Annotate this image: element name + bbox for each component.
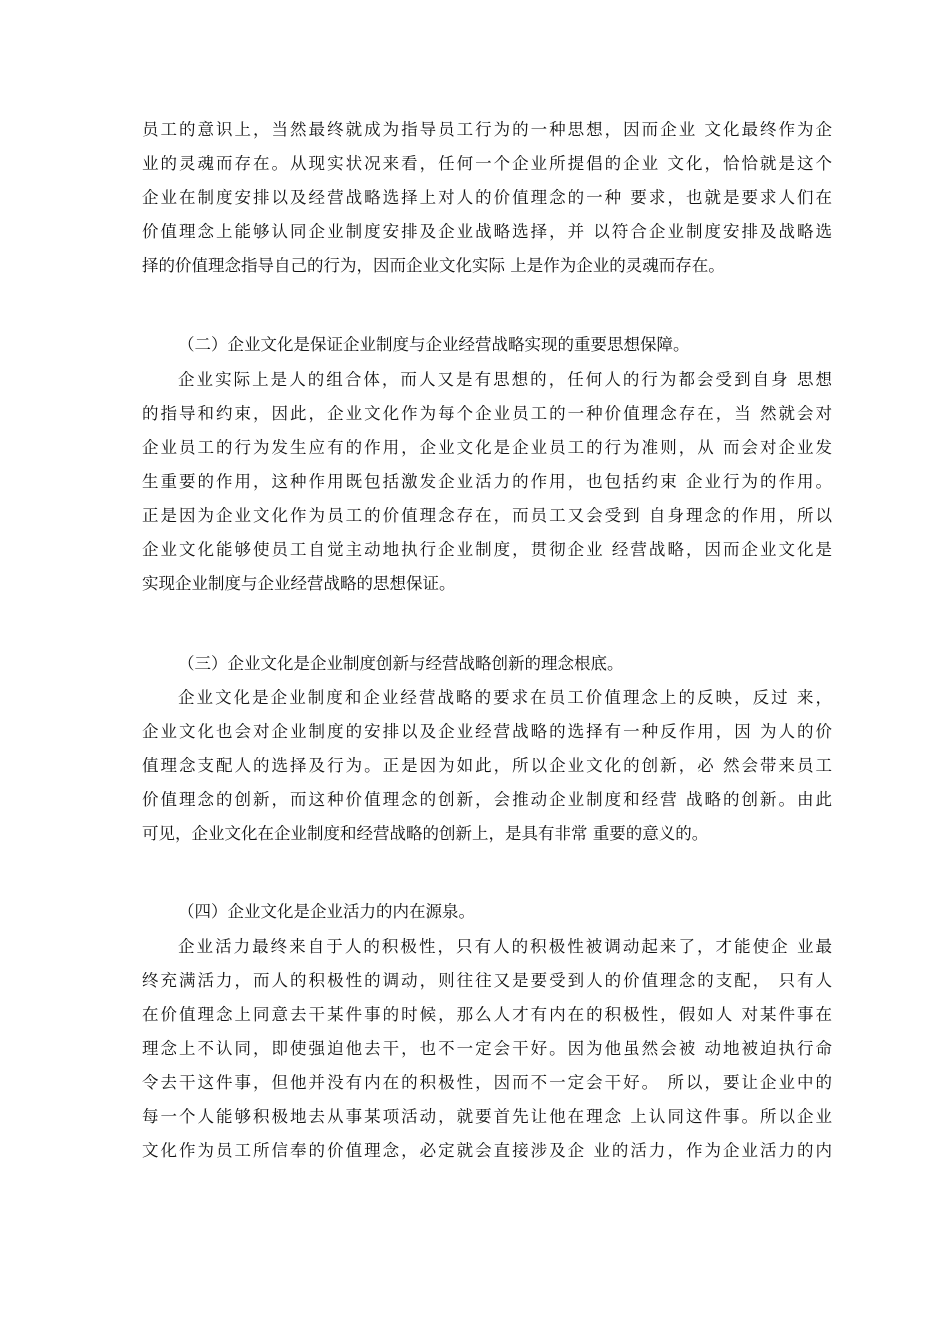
text-line: 生重要的作用，这种作用既包括激发企业活力的作用，也包括约束 企业行为的作用。	[142, 472, 832, 491]
text-line: 价值理念的创新，而这种价值理念的创新，会推动企业制度和经营 战略的创新。由此	[142, 790, 832, 809]
text-line: 企业员工的行为发生应有的作用，企业文化是企业员工的行为准则，从 而会对企业发	[142, 438, 832, 457]
text-line: 实现企业制度与企业经营战略的思想保证。	[142, 574, 456, 593]
text-line: 在价值理念上同意去干某件事的时候，那么人才有内在的积极性，假如人 对某件事在	[142, 1005, 832, 1024]
text-line: 员工的意识上，当然最终就成为指导员工行为的一种思想，因而企业 文化最终作为企	[142, 120, 832, 139]
text-line: 业的灵魂而存在。从现实状况来看，任何一个企业所提倡的企业 文化，恰恰就是这个	[142, 154, 832, 173]
text-line: 企业在制度安排以及经营战略选择上对人的价值理念的一种 要求，也就是要求人们在	[142, 188, 832, 207]
section-heading: （四）企业文化是企业活力的内在源泉。	[178, 902, 475, 921]
text-line: 正是因为企业文化作为员工的价值理念存在，而员工又会受到 自身理念的作用，所以	[142, 506, 832, 525]
text-line: 理念上不认同，即使强迫他去干，也不一定会干好。因为他虽然会被 动地被迫执行命	[142, 1039, 832, 1058]
text-line: 企业活力最终来自于人的积极性，只有人的积极性被调动起来了，才能使企 业最	[178, 937, 832, 956]
section-heading: （二）企业文化是保证企业制度与企业经营战略实现的重要思想保障。	[178, 335, 690, 354]
text-line: 企业文化也会对企业制度的安排以及企业经营战略的选择有一种反作用，因 为人的价	[142, 722, 832, 741]
text-line: 价值理念上能够认同企业制度安排及企业战略选择，并 以符合企业制度安排及战略选	[142, 222, 832, 241]
text-line: 企业文化是企业制度和企业经营战略的要求在员工价值理念上的反映，反过 来，	[178, 688, 832, 707]
text-line: 终充满活力，而人的积极性的调动，则往往又是要受到人的价值理念的支配， 只有人	[142, 971, 832, 990]
text-line: 企业实际上是人的组合体，而人又是有思想的，任何人的行为都会受到自身 思想	[178, 370, 832, 389]
text-line: 的指导和约束，因此，企业文化作为每个企业员工的一种价值理念存在，当 然就会对	[142, 404, 832, 423]
text-line: 每一个人能够积极地去从事某项活动，就要首先让他在理念 上认同这件事。所以企业	[142, 1107, 832, 1126]
text-line: 文化作为员工所信奉的价值理念，必定就会直接涉及企 业的活力，作为企业活力的内	[142, 1141, 832, 1160]
text-line: 企业文化能够使员工自觉主动地执行企业制度，贯彻企业 经营战略，因而企业文化是	[142, 540, 832, 559]
text-line: 择的价值理念指导自己的行为，因而企业文化实际 上是作为企业的灵魂而存在。	[142, 256, 725, 275]
text-line: 值理念支配人的选择及行为。正是因为如此，所以企业文化的创新，必 然会带来员工	[142, 756, 832, 775]
text-line: 令去干这件事，但他并没有内在的积极性，因而不一定会干好。 所以，要让企业中的	[142, 1073, 832, 1092]
text-line: 可见，企业文化在企业制度和经营战略的创新上，是具有非常 重要的意义的。	[142, 824, 709, 843]
section-heading: （三）企业文化是企业制度创新与经营战略创新的理念根底。	[178, 654, 624, 673]
